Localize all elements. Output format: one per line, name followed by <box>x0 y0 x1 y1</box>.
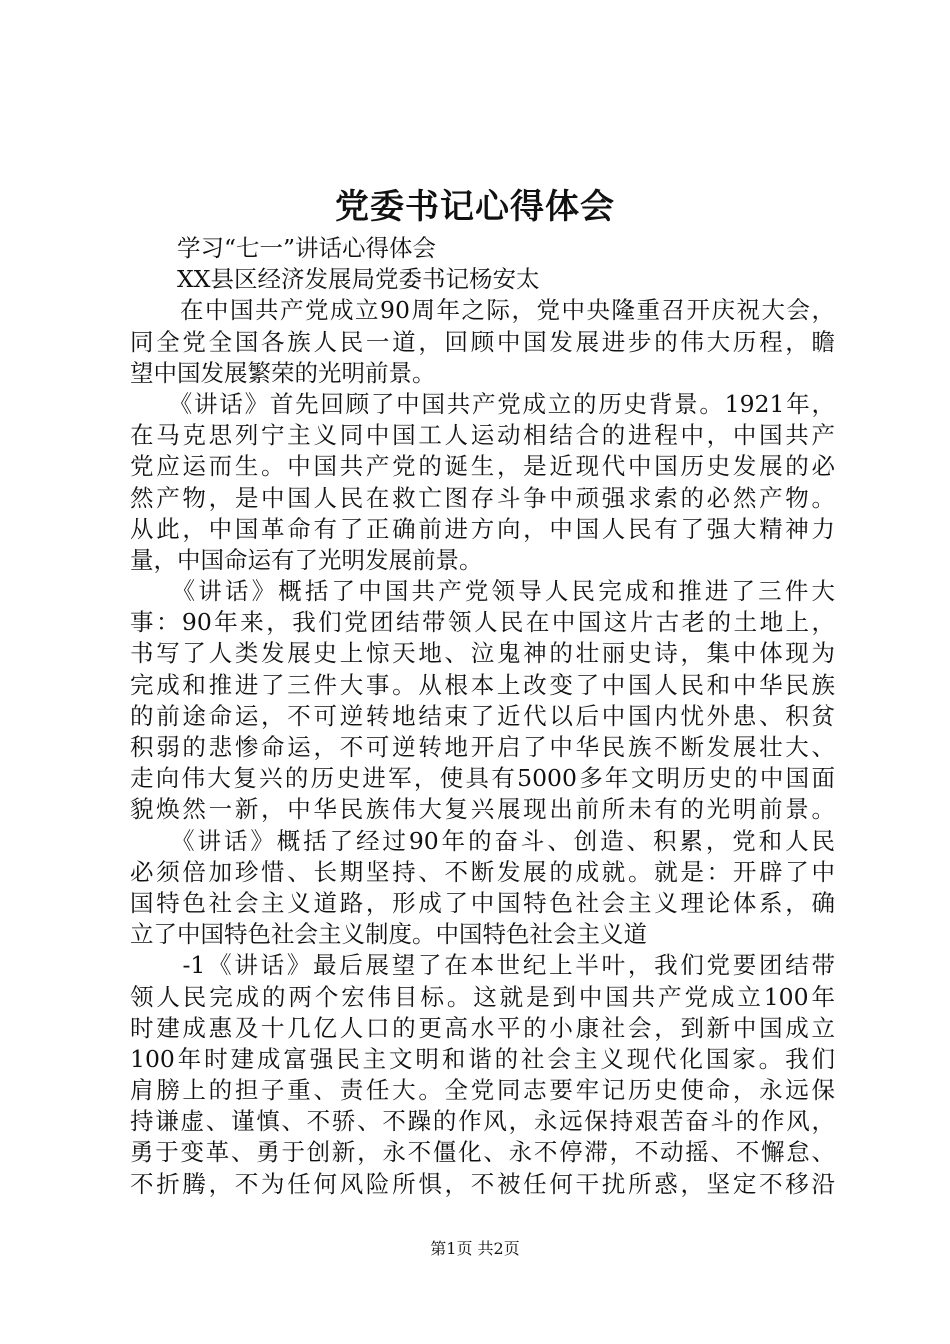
text-line: 必须倍加珍惜、长期坚持、不断发展的成就。就是：开辟了中 <box>130 857 835 886</box>
text-line: 持谦虚、谨慎、不骄、不躁的作风，永远保持艰苦奋斗的作风， <box>130 1107 835 1136</box>
document-title: 党委书记心得体会 <box>335 187 615 227</box>
text-line: 立了中国特色社会主义制度。中国特色社会主义道 <box>130 920 647 949</box>
text-line: 不折腾，不为任何风险所惧，不被任何干扰所惑，坚定不移沿 <box>130 1169 835 1198</box>
text-line: 同全党全国各族人民一道，回顾中国发展进步的伟大历程，瞻 <box>130 327 835 356</box>
text-line: 领人民完成的两个宏伟目标。这就是到中国共产党成立100年 <box>130 982 835 1011</box>
text-line: 从此，中国革命有了正确前进方向，中国人民有了强大精神力 <box>130 514 835 543</box>
document-body <box>130 233 835 1200</box>
text-line: 《讲话》概括了经过90年的奋斗、创造、积累，党和人民 <box>130 826 835 855</box>
text-line: 《讲话》概括了中国共产党领导人民完成和推进了三件大 <box>130 577 835 606</box>
text-line: 走向伟大复兴的历史进军，使具有5000多年文明历史的中国面 <box>130 764 835 793</box>
text-line: 貌焕然一新，中华民族伟大复兴展现出前所未有的光明前景。 <box>130 795 835 824</box>
text-line: 国特色社会主义道路，形成了中国特色社会主义理论体系，确 <box>130 888 835 917</box>
text-line: 时建成惠及十几亿人口的更高水平的小康社会，到新中国成立 <box>130 1013 835 1042</box>
text-line: 党应运而生。中国共产党的诞生，是近现代中国历史发展的必 <box>130 452 835 481</box>
text-line: 勇于变革、勇于创新，永不僵化、永不停滞，不动摇、不懈怠、 <box>130 1138 835 1167</box>
text-line: 肩膀上的担子重、责任大。全党同志要牢记历史使命，永远保 <box>130 1076 835 1105</box>
text-line: 事：90年来，我们党团结带领人民在中国这片古老的土地上， <box>130 608 835 637</box>
text-line: 书写了人类发展史上惊天地、泣鬼神的壮丽史诗，集中体现为 <box>130 639 835 668</box>
text-line: 然产物，是中国人民在救亡图存斗争中顽强求索的必然产物。 <box>130 483 835 512</box>
page-footer: 第1页 共2页 <box>430 1239 520 1258</box>
text-line: XX县区经济发展局党委书记杨安太 <box>130 265 540 294</box>
text-line: 100年时建成富强民主文明和谐的社会主义现代化国家。我们 <box>130 1044 835 1073</box>
text-line: 量，中国命运有了光明发展前景。 <box>130 545 483 574</box>
text-line: 望中国发展繁荣的光明前景。 <box>130 358 436 387</box>
text-line: 在马克思列宁主义同中国工人运动相结合的进程中，中国共产 <box>130 421 835 450</box>
text-line: 在中国共产党成立90周年之际，党中央隆重召开庆祝大会， <box>130 296 835 325</box>
text-line: 的前途命运，不可逆转地结束了近代以后中国内忧外患、积贫 <box>130 701 835 730</box>
text-line: 《讲话》首先回顾了中国共产党成立的历史背景。1921年， <box>130 389 835 418</box>
text-line: 完成和推进了三件大事。从根本上改变了中国人民和中华民族 <box>130 670 835 699</box>
text-line: -1《讲话》最后展望了在本世纪上半叶，我们党要团结带 <box>130 951 835 980</box>
text-line: 学习“七一”讲话心得体会 <box>130 234 437 262</box>
text-line: 积弱的悲惨命运，不可逆转地开启了中华民族不断发展壮大、 <box>130 733 835 761</box>
